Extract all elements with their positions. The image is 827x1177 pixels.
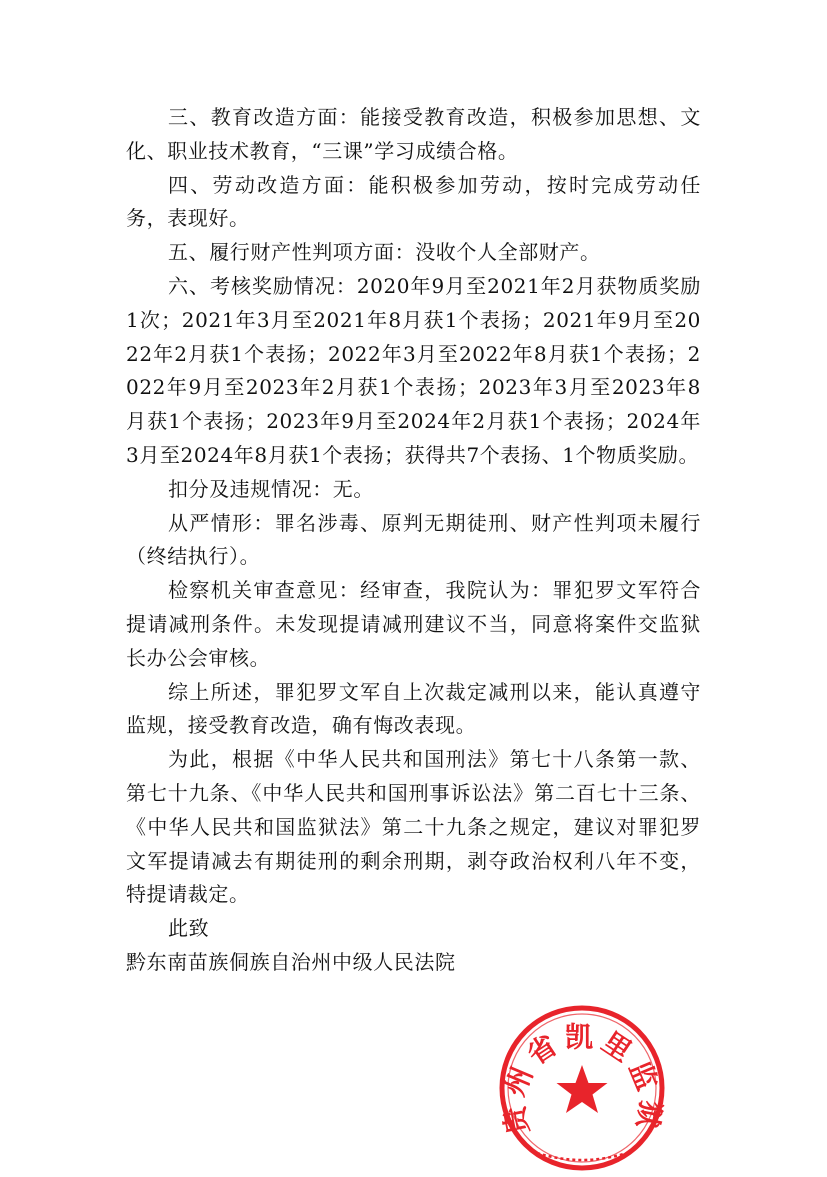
- paragraph-salutation: 此致: [168, 916, 210, 941]
- official-seal: [497, 1003, 667, 1173]
- paragraph-labor: 四、劳动改造方面：能积极参加劳动，按时完成劳动任务，表现好。: [126, 172, 701, 231]
- paragraph-procuratorate-opinion: 检察机关审查意见：经审查，我院认为：罪犯罗文军符合提请减刑条件。未发现提请减刑建议不当，同意将案件交监狱长办公会审核。: [126, 578, 701, 670]
- paragraph-violations: 扣分及违规情况：无。: [168, 476, 374, 501]
- paragraph-rewards: 六、考核奖励情况：2020年9月至2021年2月获物质奖励1次；2021年3月至2021年8月获1个表扬；2021年9月至2022年2月获1个表扬；2022年3月至2022年8月获1个表扬；2022年9月至2023年2月获1个表扬；2023年3月至2023年8月获1个表扬；2023年9月至2024年2月获1个表扬；2024年3月至2024年8月获1个表扬；获得共7个表扬、1个物质奖励。: [126, 273, 701, 467]
- paragraph-legal-basis: 为此，根据《中华人民共和国刑法》第七十八条第一款、第七十九条、《中华人民共和国刑事诉讼法》第二百七十三条、《中华人民共和国监狱法》第二十九条之规定，建议对罪犯罗文军提请减去有期徒刑的剩余刑期，剥夺政治权利八年不变，特提请裁定。: [126, 747, 701, 907]
- paragraph-summary: 综上所述，罪犯罗文军自上次裁定减刑以来，能认真遵守监规，接受教育改造，确有悔改表现。: [126, 679, 701, 738]
- paragraph-education: 三、教育改造方面：能接受教育改造，积极参加思想、文化、职业技术教育，“三课”学习成绩合格。: [126, 105, 701, 163]
- seal-icon: [497, 1003, 667, 1173]
- recipient-court: 黔东南苗族侗族自治州中级人民法院: [126, 949, 456, 974]
- svg-text:贵州省凯里监狱: 贵州省凯里监狱: [497, 1020, 667, 1138]
- paragraph-strict-circumstances: 从严情形：罪名涉毒、原判无期徒刑、财产性判项未履行（终结执行）。: [126, 510, 701, 569]
- document-body: [126, 101, 701, 980]
- paragraph-property: 五、履行财产性判项方面：没收个人全部财产。: [168, 240, 601, 265]
